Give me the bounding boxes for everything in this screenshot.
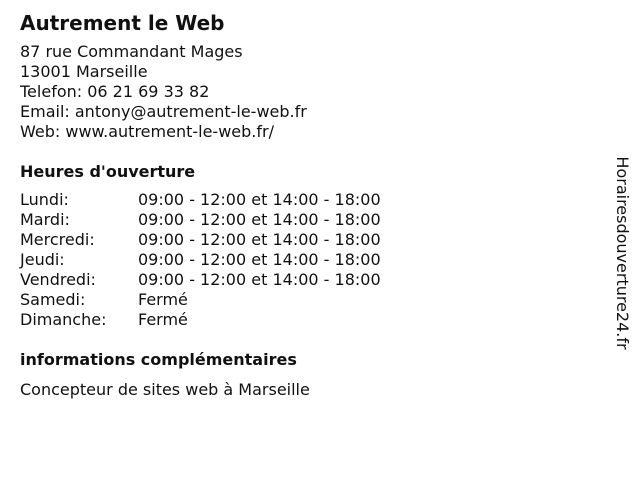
business-card [20, 10, 600, 400]
opening-hours-table [20, 190, 600, 330]
day-hours: Fermé [138, 290, 188, 309]
contact-block [20, 42, 600, 142]
hours-row-monday [20, 190, 600, 210]
hours-row-sunday [20, 310, 600, 330]
day-hours: 09:00 - 12:00 et 14:00 - 18:00 [138, 250, 381, 269]
day-hours: 09:00 - 12:00 et 14:00 - 18:00 [138, 190, 381, 209]
address-line-2: 13001 Marseille [20, 62, 148, 81]
day-label: Samedi: [20, 290, 86, 309]
day-hours: 09:00 - 12:00 et 14:00 - 18:00 [138, 210, 381, 229]
day-hours: Fermé [138, 310, 188, 329]
day-label: Vendredi: [20, 270, 96, 289]
hours-row-tuesday [20, 210, 600, 230]
hours-row-saturday [20, 290, 600, 310]
info-heading: informations complémentaires [20, 350, 297, 369]
opening-hours-heading: Heures d'ouverture [20, 162, 196, 181]
day-label: Mercredi: [20, 230, 95, 249]
business-name: Autrement le Web [20, 11, 225, 35]
day-label: Jeudi: [20, 250, 65, 269]
hours-row-wednesday [20, 230, 600, 250]
day-label: Lundi: [20, 190, 69, 209]
website-line: Web: www.autrement-le-web.fr/ [20, 122, 274, 141]
hours-row-friday [20, 270, 600, 290]
day-hours: 09:00 - 12:00 et 14:00 - 18:00 [138, 230, 381, 249]
info-text: Concepteur de sites web à Marseille [20, 380, 310, 399]
day-hours: 09:00 - 12:00 et 14:00 - 18:00 [138, 270, 381, 289]
phone-line: Telefon: 06 21 69 33 82 [20, 82, 210, 101]
day-label: Dimanche: [20, 310, 107, 329]
address-line-1: 87 rue Commandant Mages [20, 42, 243, 61]
site-watermark: Horairesdouverture24.fr [613, 156, 632, 350]
hours-row-thursday [20, 250, 600, 270]
day-label: Mardi: [20, 210, 70, 229]
email-line: Email: antony@autrement-le-web.fr [20, 102, 307, 121]
